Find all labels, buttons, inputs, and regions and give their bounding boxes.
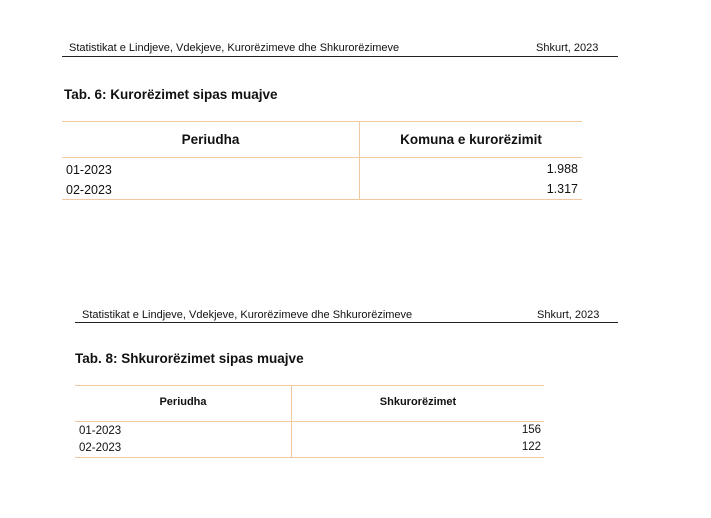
- column-header-period: Periudha: [159, 396, 207, 408]
- document-section-divorces: [0, 259, 711, 518]
- table-row-value: 1.988: [546, 162, 578, 176]
- table-row-period: 02-2023: [79, 442, 122, 454]
- column-header-divorces: Shkurorëzimet: [379, 396, 457, 408]
- column-header-period: Periudha: [181, 132, 240, 147]
- table-header-rule: [62, 157, 582, 158]
- table-bottom-rule: [75, 457, 544, 458]
- running-header-date: Shkurt, 2023: [536, 42, 599, 54]
- running-header-title: Statistikat e Lindjeve, Vdekjeve, Kurorëzimeve dhe Shkurorëzimeve: [69, 42, 400, 54]
- table-title: Tab. 8: Shkurorëzimet sipas muajve: [75, 351, 304, 366]
- table-top-rule: [62, 121, 582, 122]
- table-top-rule: [75, 385, 544, 386]
- running-header-title: Statistikat e Lindjeve, Vdekjeve, Kurorëzimeve dhe Shkurorëzimeve: [82, 309, 413, 321]
- table-row-period: 02-2023: [66, 183, 112, 197]
- table-row-period: 01-2023: [66, 163, 112, 177]
- table-row-value: 156: [521, 424, 541, 436]
- table-row-value: 1.317: [546, 182, 578, 196]
- header-rule: [62, 56, 618, 57]
- table-row-period: 01-2023: [79, 425, 122, 437]
- header-rule: [75, 322, 618, 323]
- table-title: Tab. 6: Kurorëzimet sipas muajve: [64, 87, 278, 102]
- table-row-value: 122: [521, 441, 541, 453]
- table-bottom-rule: [62, 199, 582, 200]
- table-header-rule: [75, 421, 544, 422]
- column-header-municipality: Komuna e kurorëzimit: [400, 132, 542, 147]
- running-header-date: Shkurt, 2023: [537, 309, 600, 321]
